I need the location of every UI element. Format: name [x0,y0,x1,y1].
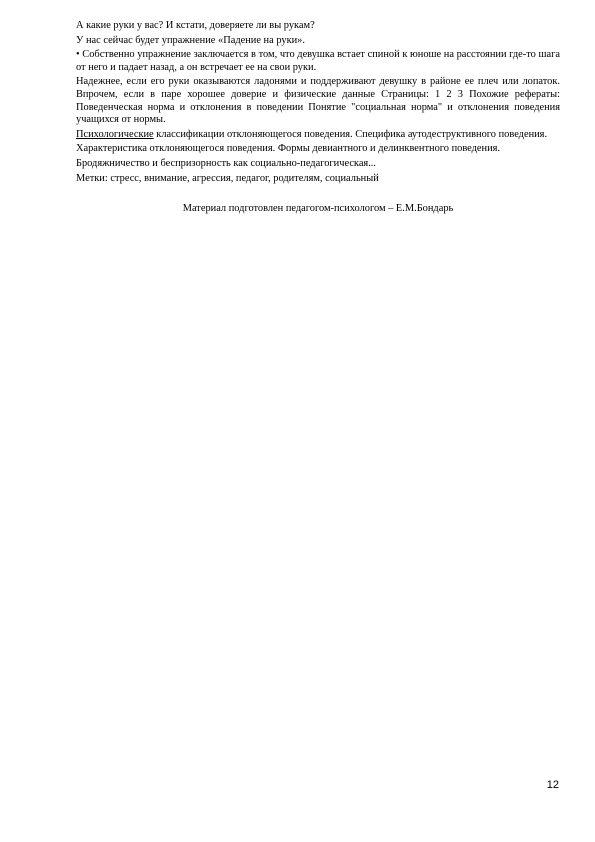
paragraph-exercise-intro: У нас сейчас будет упражнение «Падение на руки». [76,34,305,46]
page-number: 12 [546,779,559,791]
paragraph-classification-text: классификации отклоняющегося поведения. Специфика аутодеструктивного поведения. [153,128,548,140]
paragraph-classification [76,129,560,142]
document-body [76,20,560,216]
psychological-link[interactable]: Психологические [76,128,154,140]
paragraph-support-note: Надежнее, если его руки оказываются ладонями и поддерживают девушку в районе ее плеч или лопаток. Впрочем, если в паре хорошее доверие и физические данные Страницы: 1 2 3 Похожие рефераты: Поведенческая норма и отклонения в поведении Понятие "социальная норма" и отклонения поведения учащихся от нормы. [76,76,560,126]
paragraph-characteristics: Характеристика отклоняющегося поведения. Формы девиантного и делинквентного поведения. [76,143,501,155]
paragraph-tags: Метки: стресс, внимание, агрессия, педагог, родителям, социальный [76,172,379,184]
paragraph-question: А какие руки у вас? И кстати, доверяете ли вы рукам? [76,20,315,31]
paragraph-exercise-description: • Собственно упражнение заключается в том, что девушка встает спиной к юноше на расстоянии где-то шага от него и падает назад, а он встречает ее на свои руки. [76,49,560,73]
spacer [76,187,560,203]
paragraph-vagrancy: Бродяжничество и беспризорность как социально-педагогическая... [76,157,377,169]
author-credit: Материал подготовлен педагогом-психологом – Е.М.Бондарь [182,203,454,215]
